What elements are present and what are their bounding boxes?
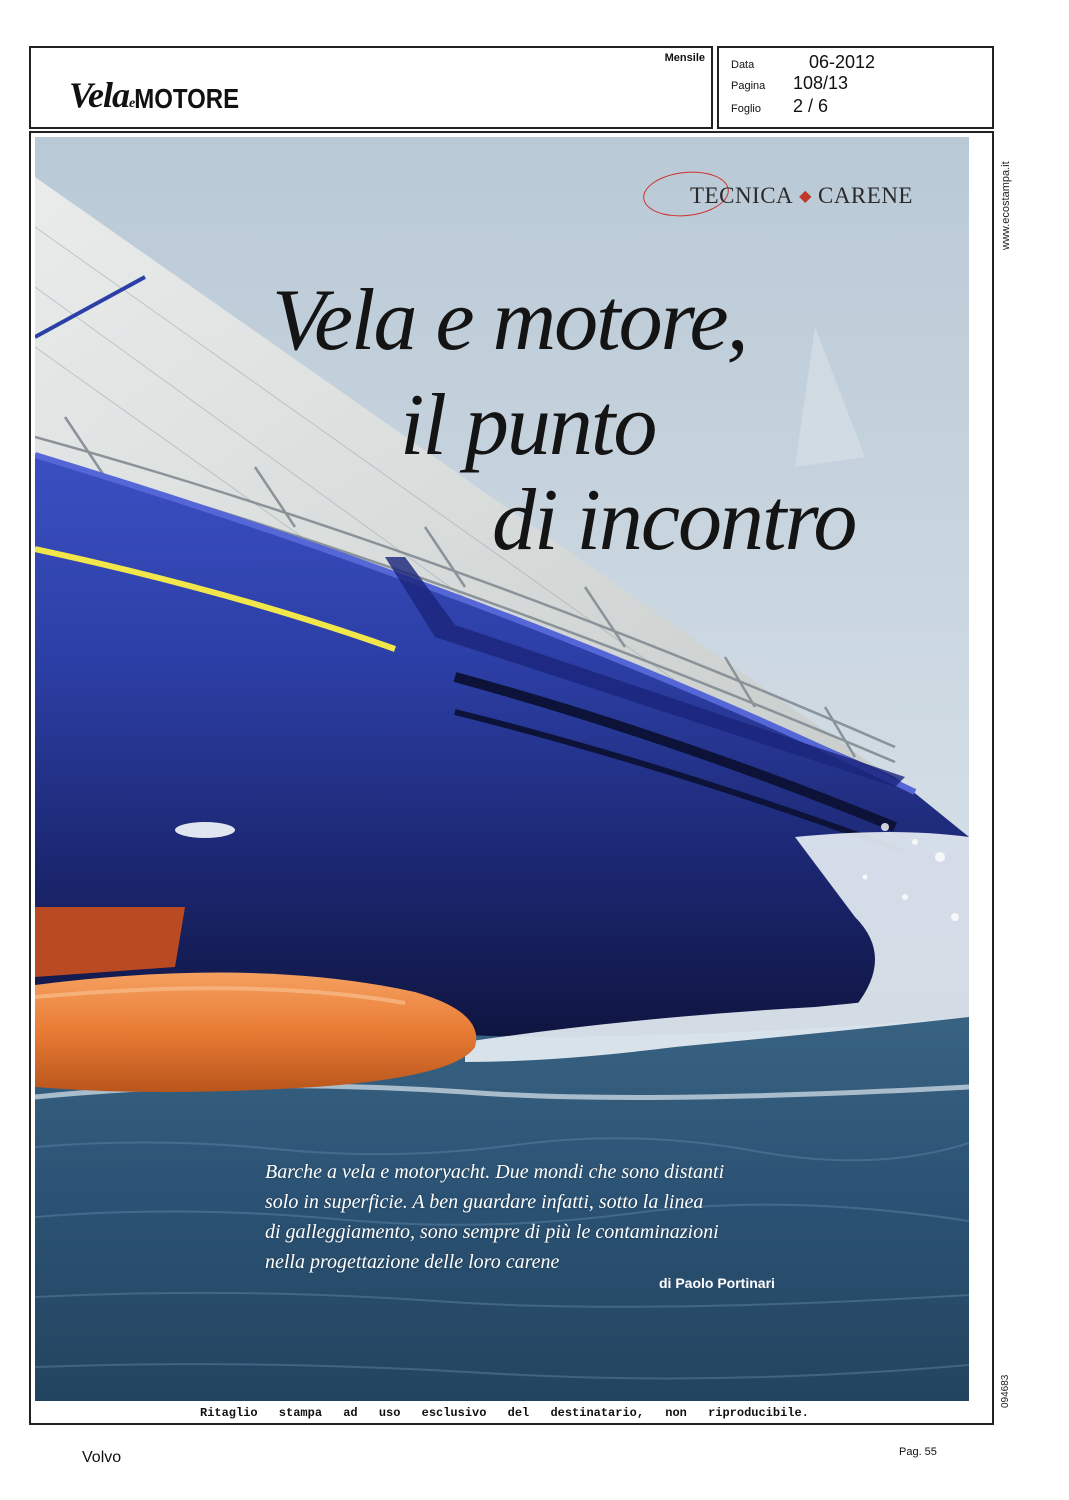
side-code-text: 094683 bbox=[1000, 1374, 1011, 1408]
diamond-icon: ◆ bbox=[799, 188, 812, 205]
publication-logo bbox=[69, 74, 239, 116]
meta-foglio-label: Foglio bbox=[731, 103, 761, 115]
headline-line-3: di incontro bbox=[492, 472, 856, 569]
meta-data-label: Data bbox=[731, 59, 755, 71]
article-byline: di Paolo Portinari bbox=[659, 1275, 775, 1291]
article-lead bbox=[265, 1157, 785, 1277]
lead-line: solo in superficie. A ben guardare infatti, sotto la linea bbox=[265, 1191, 704, 1213]
section-label bbox=[690, 183, 913, 209]
logo-vela-text: Vela bbox=[69, 75, 130, 115]
headline-line-2: il punto bbox=[400, 377, 656, 474]
page-number: Pag. 55 bbox=[899, 1446, 937, 1458]
logo-e-text: e bbox=[129, 96, 135, 111]
meta-foglio-value: 2 / 6 bbox=[793, 96, 829, 116]
lead-line: nella progettazione delle loro carene bbox=[265, 1251, 560, 1273]
header-publication-box bbox=[29, 46, 713, 129]
meta-pagina-label: Pagina bbox=[731, 80, 766, 92]
section-label-carene: CARENE bbox=[817, 183, 913, 208]
side-url-text: www.ecostampa.it bbox=[1000, 161, 1012, 250]
clipping-disclaimer: Ritaglio stampa ad uso esclusivo del destinatario, non riproducibile. bbox=[200, 1406, 809, 1420]
lead-line: di galleggiamento, sono sempre di più le contaminazioni bbox=[265, 1221, 719, 1243]
periodicity-label: Mensile bbox=[664, 52, 705, 64]
meta-data-value: 06-2012 bbox=[809, 52, 876, 72]
headline-line-1: Vela e motore, bbox=[272, 272, 747, 369]
section-label-tecnica: TECNICA bbox=[690, 183, 794, 208]
lead-line: Barche a vela e motoryacht. Due mondi che sono distanti bbox=[265, 1161, 725, 1183]
meta-pagina-value: 108/13 bbox=[793, 73, 849, 93]
logo-motore-text: MOTORE bbox=[134, 83, 240, 115]
client-name: Volvo bbox=[82, 1449, 122, 1466]
header-meta-box bbox=[717, 46, 994, 129]
